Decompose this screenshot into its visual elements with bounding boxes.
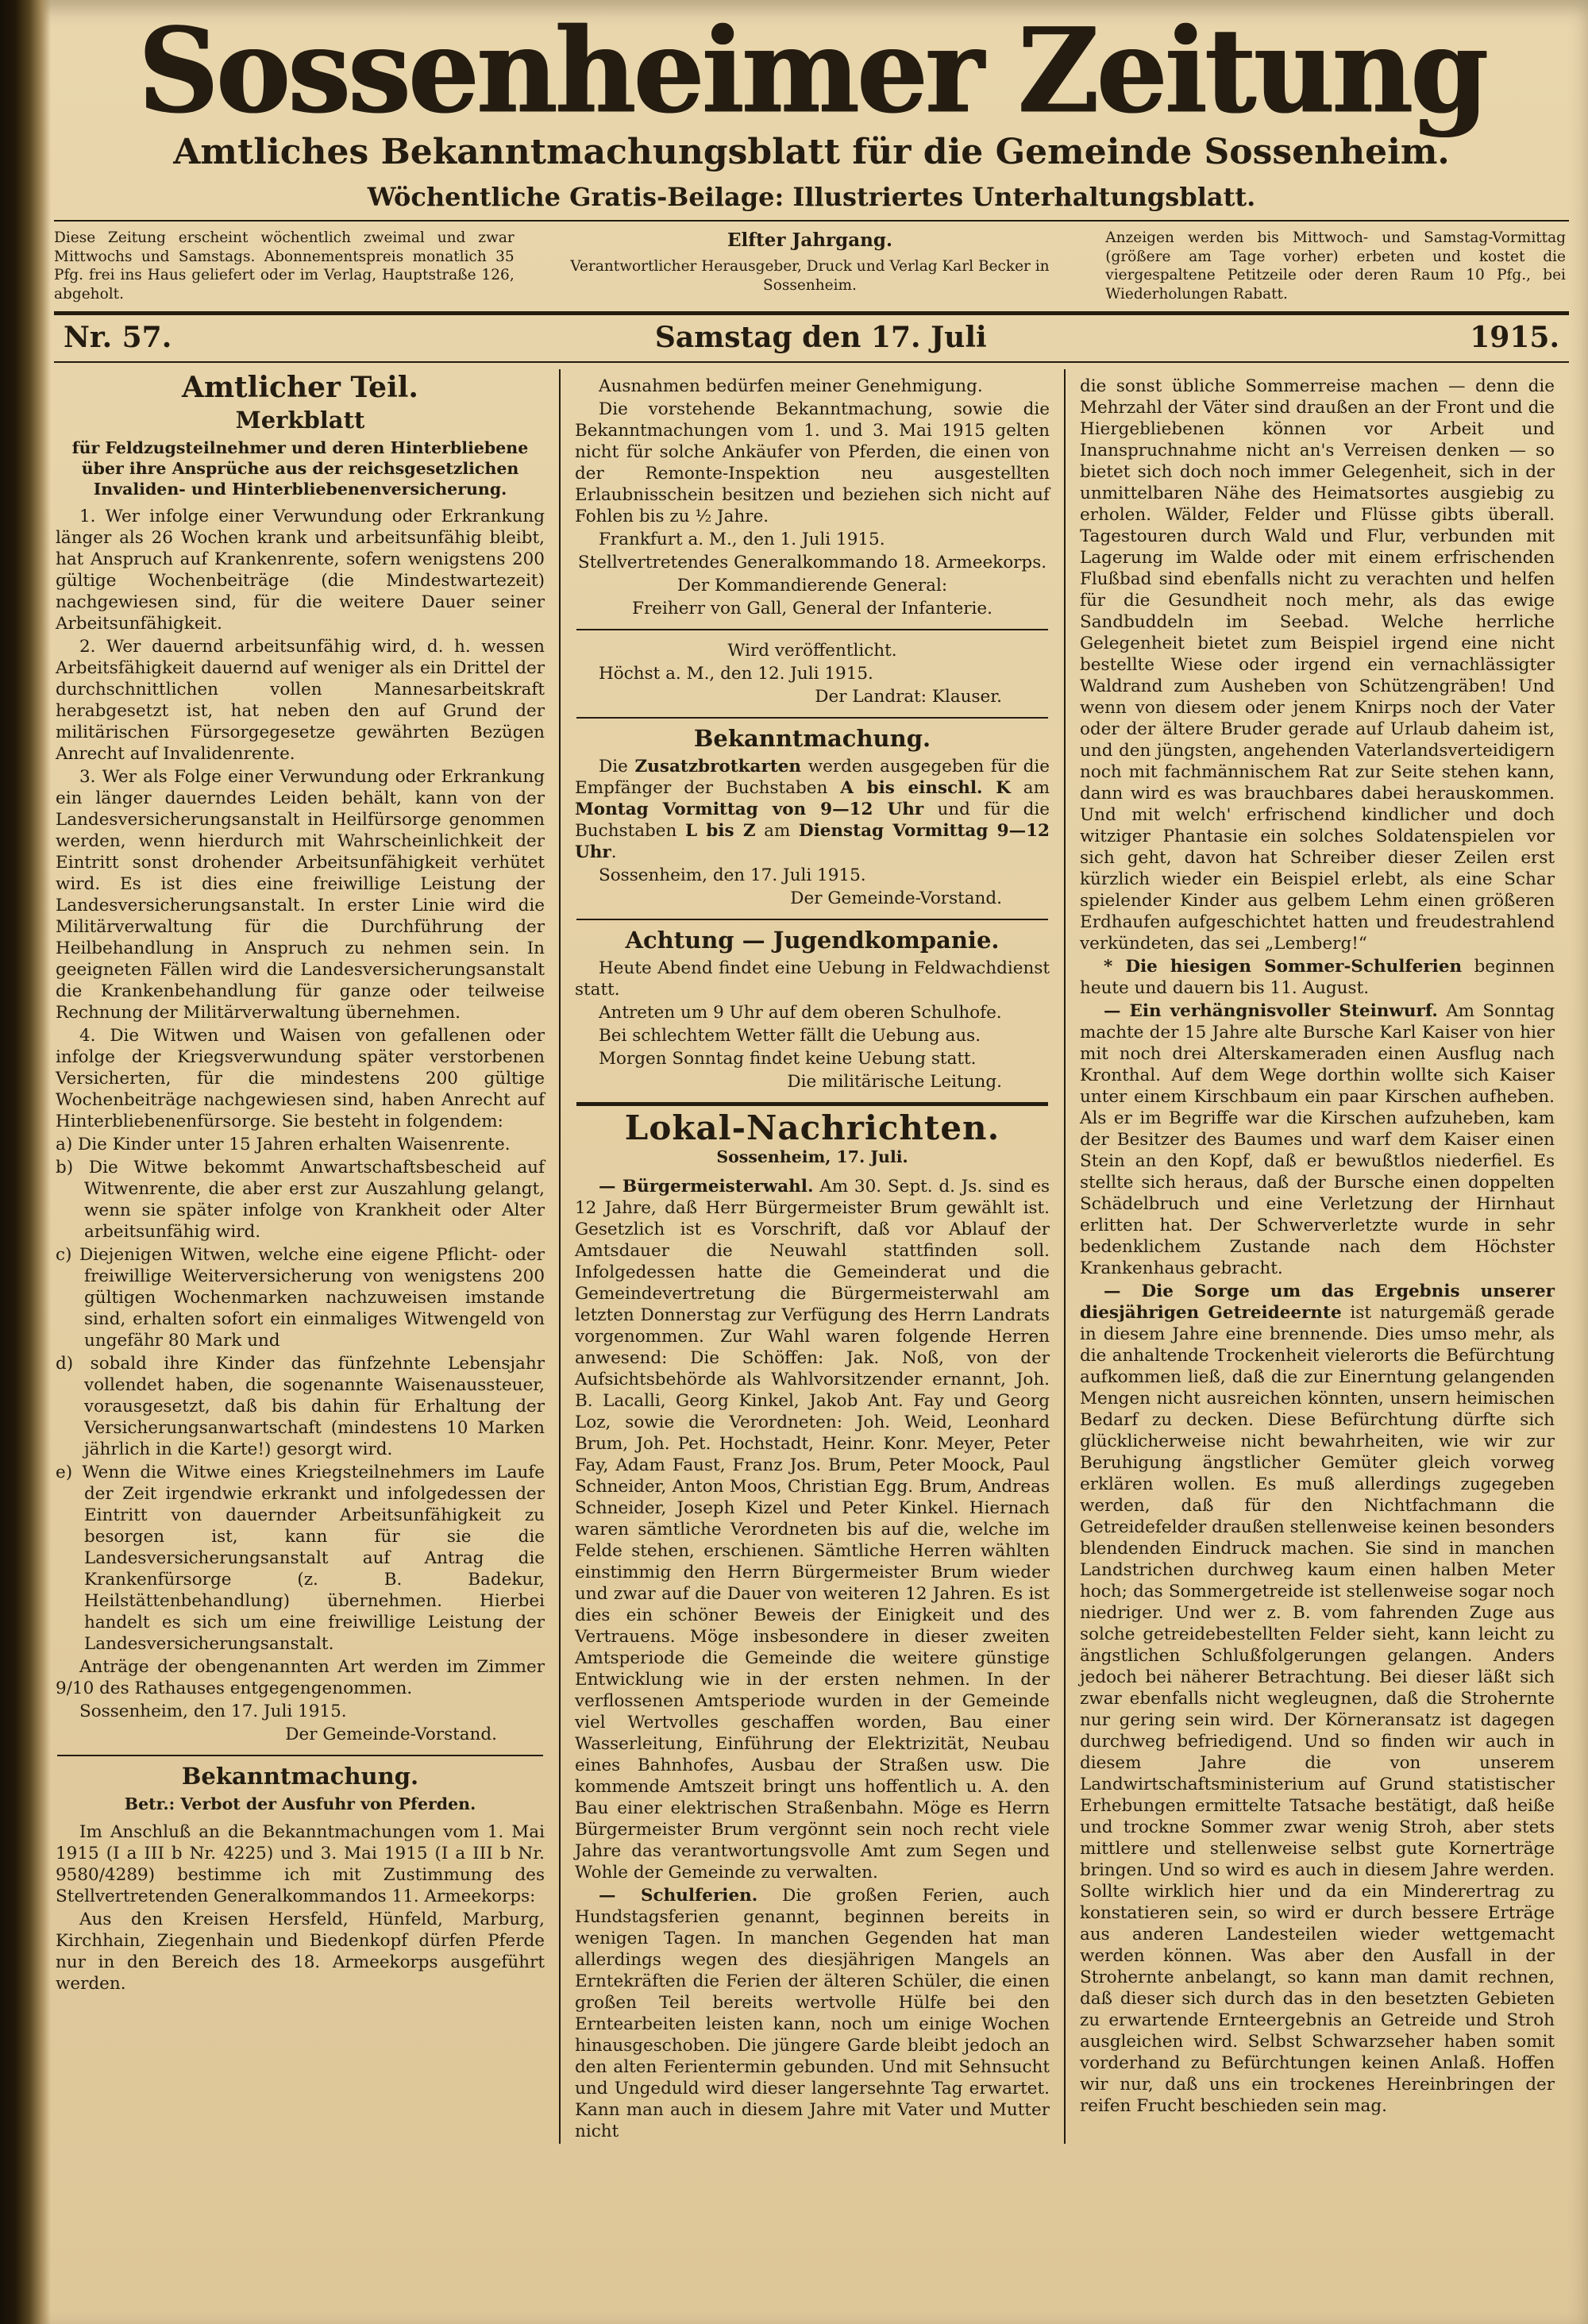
merkblatt-paragraph-3: 3. Wer als Folge einer Verwundung oder Erkrankung ein länger dauerndes Leiden behält, kann von der Landesversicherungsanstalt in Heilfürsorge genommen werden, wenn hierdurch mit Wahrscheinlichkeit der Eintritt sonst drohender Arbeitsunfähigkeit verhütet wird. Es ist dies eine freiwillige Leistung der Landesversicherungsanstalt. In erster Linie wird die Militärverwaltung für die Durchführung der Heilbehandlung in Anspruch zu nehmen sein. In geeigneten Fällen wird die Landesversicherungsanstalt die Krankenbehandlung für ganze oder teilweise Rechnung der Militärverwaltung übernehmen. (56, 767, 545, 1023)
dateline (54, 315, 1569, 361)
hoechst-place-date: Höchst a. M., den 12. Juli 1915. (599, 663, 873, 684)
article-title-bekanntmachung-brotkarten: Bekanntmachung. (693, 724, 931, 752)
bekanntmachung-betreff: Betr.: Verbot der Ausfuhr von Pferden. (124, 1794, 476, 1814)
continuation-paragraph-1: Ausnahmen bedürfen meiner Genehmigung. (599, 376, 983, 396)
masthead (54, 2, 1569, 212)
article-lead: — Die Sorge um das Ergebnis unserer diesjährigen Getreideernte (1080, 1281, 1555, 1323)
brotkarten-place-date: Sossenheim, den 17. Juli 1915. (599, 865, 866, 885)
merkblatt-paragraph-2: 2. Wer dauernd arbeitsunfähig wird, d. h. wessen Arbeitsfähigkeit dauernd auf weniger als ein Drittel der durchschnittlichen vollen Mannesarbeitskraft herabgesetzt ist, hat neben den auf Grund der militärischen Fürsorgegesetze gewährten Bezügen Anrecht auf Invalidenrente. (56, 637, 545, 765)
heavy-separator (576, 1102, 1048, 1106)
jugendkompanie-paragraph-3: Bei schlechtem Wetter fällt die Uebung aus. (599, 1025, 981, 1046)
article-getreideernte (1080, 1281, 1555, 2117)
article-steinwurf (1080, 1000, 1555, 1279)
article-title-jugendkompanie: Achtung — Jugendkompanie. (625, 926, 1000, 954)
edition-info (557, 229, 1063, 304)
continuation-paragraph-2: Die vorstehende Bekanntmachung, sowie die Bekanntmachungen vom 1. und 3. Mai 1915 gelten nicht für solche Ankäufer von Pferden, die einen von der Remonte-Inspektion neu ausgestellten Erlaubnisschein besitzen und beziehen sich nicht auf Fohlen bis zu ½ Jahre. (575, 399, 1050, 526)
jugendkompanie-signature: Die militärische Leitung. (787, 1071, 1002, 1092)
article-lead: — Bürgermeisterwahl. (599, 1176, 814, 1197)
frankfurt-place-date: Frankfurt a. M., den 1. Juli 1915. (599, 529, 885, 549)
section-separator (576, 629, 1048, 630)
article-body: Die großen Ferien, auch Hundstagsferien genannt, beginnen bereits in wenigen Tagen. In manchen Gegenden hat man allerdings wegen des diesjährigen Mangels an Erntekräften die Ferien der älteren Schüler, die einen großen Teil bereits wertvolle Hülfe bei den Erntearbeiten leisten kann, noch um einige Wochen hinausgeschoben. Die jüngere Garde bleibt jedoch an den alten Ferientermin gebunden. Und mit Sehnsucht und Ungeduld wird dieser langersehnte Tag erwartet. Kann man auch in diesem Jahre mit Vater und Mutter nicht (575, 1885, 1050, 2141)
publication-schedule-info: Diese Zeitung erscheint wöchentlich zweimal und zwar Mittwochs und Samstags. Abonnementspreis monatlich 35 Pfg. frei ins Haus geliefert oder im Verlag, Hauptstraße 126, abgeholt. (54, 229, 515, 303)
merkblatt-item-c: c) Diejenigen Witwen, welche eine eigene Pflicht- oder freiwillige Weiterversicherung von wenigstens 200 gültigen Wochenmarken nachzuweisen imstande sind, erhalten sofort ein einmaliges Witwengeld von ungefähr 80 Mark und (56, 1245, 545, 1351)
column-2 (559, 369, 1064, 2144)
merkblatt-item-a: a) Die Kinder unter 15 Jahren erhalten Waisenrente. (56, 1135, 511, 1155)
article-buergermeisterwahl (575, 1176, 1050, 1883)
column-3 (1064, 369, 1569, 2144)
issue-number: Nr. 57. (64, 320, 172, 354)
newspaper-title: Sossenheimer Zeitung (137, 2, 1486, 141)
merkblatt-place-date: Sossenheim, den 17. Juli 1915. (79, 1702, 347, 1722)
jugendkompanie-paragraph-1: Heute Abend findet eine Uebung in Feldwachdienst statt. (575, 958, 1050, 1000)
section-separator (57, 1755, 543, 1756)
general-title: Der Kommandierende General: (676, 575, 948, 595)
merkblatt-signature: Der Gemeinde-Vorstand. (285, 1725, 497, 1745)
lokal-dateline: Sossenheim, 17. Juli. (716, 1147, 908, 1166)
text-segment-bold: L bis Z (684, 820, 756, 841)
von-gall-signature: Freiherr von Gall, General der Infanterie. (632, 598, 992, 619)
text-segment: am (755, 820, 799, 841)
section-separator (576, 717, 1048, 719)
note-sommer-schulferien (1080, 956, 1555, 999)
article-title-bekanntmachung-pferde: Bekanntmachung. (181, 1763, 419, 1790)
ad-rates-info: Anzeigen werden bis Mittwoch- und Samstag-Vormittag (größere am Tage vorher) erbeten und kostet die viergespaltene Petitzeile oder deren Raum 10 Pfg., bei Wiederholungen Rabatt. (1105, 229, 1566, 303)
note-body: beginnen heute und dauern bis 11. August. (1080, 956, 1555, 998)
merkblatt-closing: Anträge der obengenannten Art werden im Zimmer 9/10 des Rathauses entgegengenommen. (56, 1657, 545, 1699)
veroeffentlichung-line: Wird veröffentlicht. (727, 640, 897, 661)
text-segment: am (1010, 777, 1050, 798)
article-body: Am 30. Sept. d. Js. sind es 12 Jahre, daß Herr Bürgermeister Brum gewählt ist. Gesetzlich ist es Vorschrift, daß vor Ablauf der Amtsdauer die Neuwahl stattfinden soll. Infolgedessen hatte die Gemeinderat und die Gemeindevertretung die Bürgermeisterwahl am letzten Donnerstag zur Verfügung des Herrn Landrats vorgenommen. Zur Wahl waren folgende Herren anwesend: Die Schöffen: Jak. Noß, von der Aufsichtsbehörde als Wahlvorsitzender ernannt, Joh. B. Lacalli, Georg Kinkel, Jakob Ant. Fay und Georg Loz, sowie die Verordneten: Joh. Weid, Leonhard Brum, Joh. Pet. Hochstadt, Heinr. Konr. Meyer, Peter Fay, Adam Faust, Franz Jos. Brum, Peter Moock, Paul Schneider, Anton Moos, Christian Egg. Brum, Andreas Schneider, Joseph Kizel und Peter Kinkel. Hiernach waren sämtliche Verordneten bis auf die, welche im Felde stehen, erschienen. Sämtliche Herren wählten einstimmig den Herrn Bürgermeister Brum wieder und zwar auf die Dauer von weiteren 12 Jahren. Es ist dies ein schöner Beweis der Einigkeit und des Vertrauens. Möge insbesondere in dieser zweiten Amtsperiode die Gemeinde die weitere günstige Entwicklung wie in der ersten nehmen. In der verflossenen Amtsperiode wurden in der Gemeinde viel Wertvolles geschaffen worden, Bau einer Wasserleitung, Einführung der Elektrizität, Neubau eines Bahnhofes, Ausbau der Straßen usw. Die kommende Amtszeit bringt uns hoffentlich u. A. den Bau einer elektrischen Straßenbahn. Möge es Herrn Bürgermeister Brum vergönnt sein noch recht viele Jahre das verantwortungsvolle Amt zum Segen und Wohle der Gemeinde zu verwalten. (575, 1176, 1050, 1883)
merkblatt-paragraph-4: 4. Die Witwen und Waisen von gefallenen oder infolge der Kriegsverwundung später verstorbenen Versicherten, für die mindestens 200 gültige Wochenbeiträge nachgewiesen sind, haben Anrecht auf Hinterbliebenenfürsorge. Sie besteht in folgendem: (56, 1026, 545, 1132)
text-segment: . (611, 842, 617, 862)
article-lead: — Ein verhängnisvoller Steinwurf. (1104, 1000, 1438, 1021)
section-title-amtlicher-teil: Amtlicher Teil. (182, 370, 418, 404)
landrat-signature: Der Landrat: Klauser. (815, 686, 1002, 707)
section-title-lokal-nachrichten: Lokal-Nachrichten. (624, 1108, 1000, 1147)
brotkarten-signature: Der Gemeinde-Vorstand. (790, 888, 1002, 908)
infobar (54, 222, 1569, 311)
article-title-merkblatt: Merkblatt (235, 406, 365, 434)
text-segment: und für die Buchstaben (575, 799, 1050, 841)
jugendkompanie-paragraph-4: Morgen Sonntag findet keine Uebung statt. (599, 1048, 977, 1069)
newspaper-subtitle: Amtliches Bekanntmachungsblatt für die Gemeinde Sossenheim. (173, 132, 1450, 172)
brotkarten-paragraph (575, 756, 1050, 863)
jugendkompanie-paragraph-2: Antreten um 9 Uhr auf dem oberen Schulhofe. (599, 1002, 1002, 1023)
page-spine-shadow (0, 0, 51, 2324)
column-layout (54, 369, 1569, 2144)
issue-date: Samstag den 17. Juli (654, 320, 987, 354)
page-content (54, 2, 1569, 2313)
text-segment: werden ausgegeben für die Empfänger der Buchstaben (575, 756, 1050, 798)
article-body: ist naturgemäß gerade in diesem Jahre eine brennende. Dies umso mehr, als die anhaltende Trockenheit vielerorts die Befürchtung aufkommen ließ, daß die zur Einerntung gelangenden Mengen nicht ausreichen könnten, unsern heimischen Bedarf zu decken. Diese Befürchtung dürfte sich glücklicherweise nicht bewahrheiten, wie wir zur Beruhigung ängstlicher Gemüter gleich vorweg erklären wollen. Es muß allerdings zugegeben werden, daß für den Nichtfachmann die Getreidefelder draußen stellenweise keinen besonders blendenden Eindruck machen. Sie sind in manchen Landstrichen durchweg kaum einen halben Meter hoch; das Sommergetreide ist stellenweise sogar noch niedriger. Und wer z. B. vom fahrenden Zuge aus solche getreidebestellten Felder sieht, kann leicht zu ängstlichen Schlußfolgerungen gelangen. Anders jedoch bei näherer Betrachtung. Bei dieser läßt sich zwar ebenfalls nicht wegleugnen, daß die Strohernte nur gering sein wird. Der Körneransatz ist dagegen durchweg befriedigend. Und so finden wir auch in diesem Jahre die von unserem Landwirtschaftsministerium auf Grund statistischer Erhebungen ermittelte Tatsache bestätigt, daß heiße und trockne Sommer zwar wenig Stroh, aber stets mittlere und stellenweise selbst gute Kornerträge bringen. Und so wird es auch in diesem Jahre werden. Sollte wirklich hier und da ein Minderertrag zu konstatieren sein, so wird er durch bessere Erträge aus anderen Landesteilen wieder wettgemacht werden können. Was aber den Ausfall in der Strohernte anbelangt, so kann man damit rechnen, daß dieser sich durch das in den besetzten Gebieten zu erwartende Ernteergebnis an Getreide und Stroh ausgleichen wird. Selbst Schwarzseher haben somit vorderhand zu Befürchtungen keinen Anlaß. Hoffen wir nur, daß uns ein trockenes Hereinbringen der reifen Frucht beschieden sein mag. (1080, 1302, 1555, 2116)
rule-under-dateline (54, 361, 1569, 363)
article-body: Am Sonntag machte der 15 Jahre alte Bursche Karl Kaiser von hier mit noch drei Alterskameraden einen Ausflug nach Kronthal. Auf dem Wege dorthin wollte sich Kaiser unter einem Kirschbaum ein paar Kirschen aufheben. Als er im Begriffe war die Kirschen aufzuheben, kam der Besitzer des Baumes und warf dem Kaiser einen Stein an den Kopf, daß er bewußtlos niederfiel. Es stellte sich heraus, daß der Bursche einen doppelten Schädelbruch und eine Verletzung der Hirnhaut erlitten hat. Der Schwerverletzte wurde in sehr bedenklichem Zustande nach dem Höchster Krankenhaus gebracht. (1080, 1000, 1555, 1278)
note-lead: * Die hiesigen Sommer-Schulferien (1104, 956, 1463, 977)
text-segment-bold: Zusatzbrotkarten (634, 756, 802, 777)
merkblatt-item-b: b) Die Witwe bekommt Anwartschaftsbescheid auf Witwenrente, die aber erst zur Auszahlung gelangt, wenn sie später infolge von Krankheit oder Alter arbeitsunfähig wird. (56, 1158, 545, 1243)
generalkommando-signature: Stellvertretendes Generalkommando 18. Armeekorps. (577, 552, 1047, 572)
volume-label: Elfter Jahrgang. (727, 229, 892, 251)
issue-year: 1915. (1470, 320, 1559, 354)
article-schulferien (575, 1885, 1050, 2142)
merkblatt-subtitle: für Feldzugsteilnehmer und deren Hinterbliebene über ihre Ansprüche aus der reichsgesetzlichen Invaliden- und Hinterbliebenenversicherung. (71, 437, 529, 499)
section-separator (576, 919, 1048, 920)
schulferien-continuation: die sonst übliche Sommerreise machen — denn die Mehrzahl der Väter sind draußen an der Front und die Hiergebliebenen können vor Arbeit und Inanspruchnahme nicht an's Verreisen denken — so bietet sich doch noch immer Gelegenheit, sich in der unmittelbaren Nähe des Heimatsortes ausgiebig zu erholen. Wälder, Felder und Flüsse gibts überall. Tagestouren durch Wald und Flur, verbunden mit Lagerung im Walde oder mit einem erfrischenden Flußbad sind ebenfalls nicht zu verachten und helfen für die Gesundheit noch mehr, als das ewige Sandbuddeln im Seebad. Welche herrliche Gelegenheit bietet zum Beispiel irgend eine nicht bestellte Wiese oder irgend ein vernachlässigter Waldrand zum Ausheben von Schützengräben! Und wenn von diesem oder jenem Knirps noch der Vater oder der ältere Bruder gerade auf Urlaub daheim ist, und den jüngsten, angehenden Vaterlandsverteidigern noch mit fachmännischem Rat zur Seite stehen kann, dann wird es was brauchbares dabei herauskommen. Und mit welch' erfrischend kindlicher und doch witziger Phantasie ein solches Soldatenspielen vor sich geht, davon hat Schreiber dieser Zeilen erst kürzlich wieder ein Beispiel erlebt, als eine Schar spielender Kinder aus gelbem Lehm einen größeren Erdhaufen aufgeschichtet hatten und freudestrahlend verkündeten, das sei „Lemberg!“ (1080, 376, 1555, 954)
newspaper-tagline: Wöchentliche Gratis-Beilage: Illustriertes Unterhaltungsblatt. (367, 182, 1256, 212)
bekanntmachung-pferde-paragraph-1: Im Anschluß an die Bekanntmachungen vom 1. Mai 1915 (I a III b Nr. 4225) und 3. Mai 1915 (I a III b Nr. 9580/4289) bestimme ich mit Zustimmung des Stellvertretenden Generalkommandos 11. Armeekorps: (56, 1821, 545, 1906)
text-segment-bold: Montag Vormittag von 9—12 Uhr (575, 799, 924, 819)
publisher-info: Verantwortlicher Herausgeber, Druck und Verlag Karl Becker in Sossenheim. (570, 258, 1050, 295)
merkblatt-paragraph-1: 1. Wer infolge einer Verwundung oder Erkrankung länger als 26 Wochen krank und arbeitsunfähig bleibt, hat Anspruch auf Krankenrente, sofern wenigstens 200 gültige Wochenbeiträge (die Mindestwartezeit) nachgewiesen sind, für die weitere Dauer seiner Arbeitsunfähigkeit. (56, 507, 545, 634)
merkblatt-item-e: e) Wenn die Witwe eines Kriegsteilnehmers im Laufe der Zeit irgendwie erkrankt und infolgedessen der Eintritt von dauernder Arbeitsunfähigkeit zu besorgen ist, kann für sie die Landesversicherungsanstalt auf Antrag die Krankenfürsorge (z. B. Badekur, Heilstättenbehandlung) übernehmen. Hierbei handelt es sich um eine freiwillige Leistung der Landesversicherungsanstalt. (56, 1463, 545, 1655)
merkblatt-item-d: d) sobald ihre Kinder das fünfzehnte Lebensjahr vollendet haben, die sogenannte Waisenaussteuer, vorausgesetzt, daß bis dahin für Erhaltung der Versicherungsanwartschaft (mindestens 10 Marken jährlich in die Karte!) gesorgt wird. (56, 1354, 545, 1460)
text-segment-bold: A bis einschl. K (840, 777, 1011, 798)
article-lead: — Schulferien. (599, 1885, 758, 1906)
text-segment-bold: Dienstag Vormittag 9—12 Uhr (575, 820, 1050, 862)
text-segment: Die (599, 756, 635, 777)
column-1 (54, 369, 559, 2144)
bekanntmachung-pferde-paragraph-2: Aus den Kreisen Hersfeld, Hünfeld, Marburg, Kirchhain, Ziegenhain und Biedenkopf dürfen Pferde nur in den Bereich des 18. Armeekorps ausgeführt werden. (56, 1909, 545, 1994)
